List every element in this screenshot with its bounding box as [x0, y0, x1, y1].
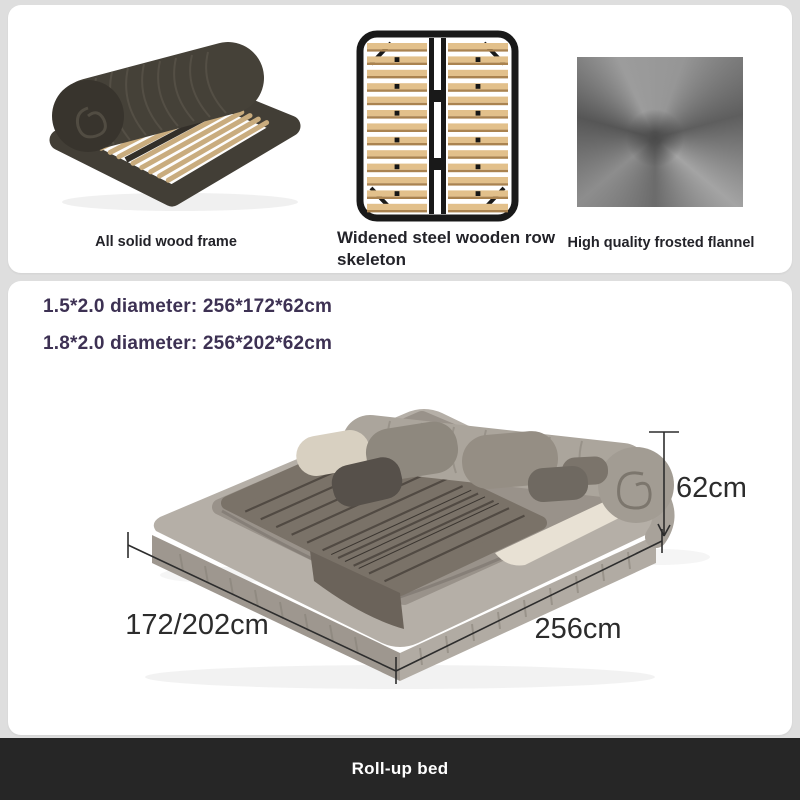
- bed-dimension-figure: [70, 385, 770, 695]
- dimension-label-width: 172/202cm: [125, 609, 269, 641]
- slat-frame-illustration-icon: [355, 30, 520, 222]
- feature-caption-flannel: High quality frosted flannel: [567, 235, 755, 251]
- flannel-fabric-swatch-image: [577, 57, 743, 207]
- dimension-label-height: 62cm: [676, 472, 747, 504]
- size-spec-line-1: 1.5*2.0 diameter: 256*172*62cm: [43, 296, 333, 317]
- product-title: Roll-up bed: [351, 759, 449, 778]
- feature-caption-steel-skeleton: Widened steel wooden row skeleton: [337, 228, 556, 269]
- footer-bar: [0, 738, 800, 800]
- rolled-bed-illustration-icon: [30, 18, 320, 223]
- feature-card: [8, 5, 792, 273]
- feature-caption-wood-frame: All solid wood frame: [95, 234, 237, 250]
- dimension-label-length: 256cm: [534, 613, 622, 645]
- dimension-card: [8, 281, 792, 735]
- size-spec-line-2: 1.8*2.0 diameter: 256*202*62cm: [43, 333, 333, 354]
